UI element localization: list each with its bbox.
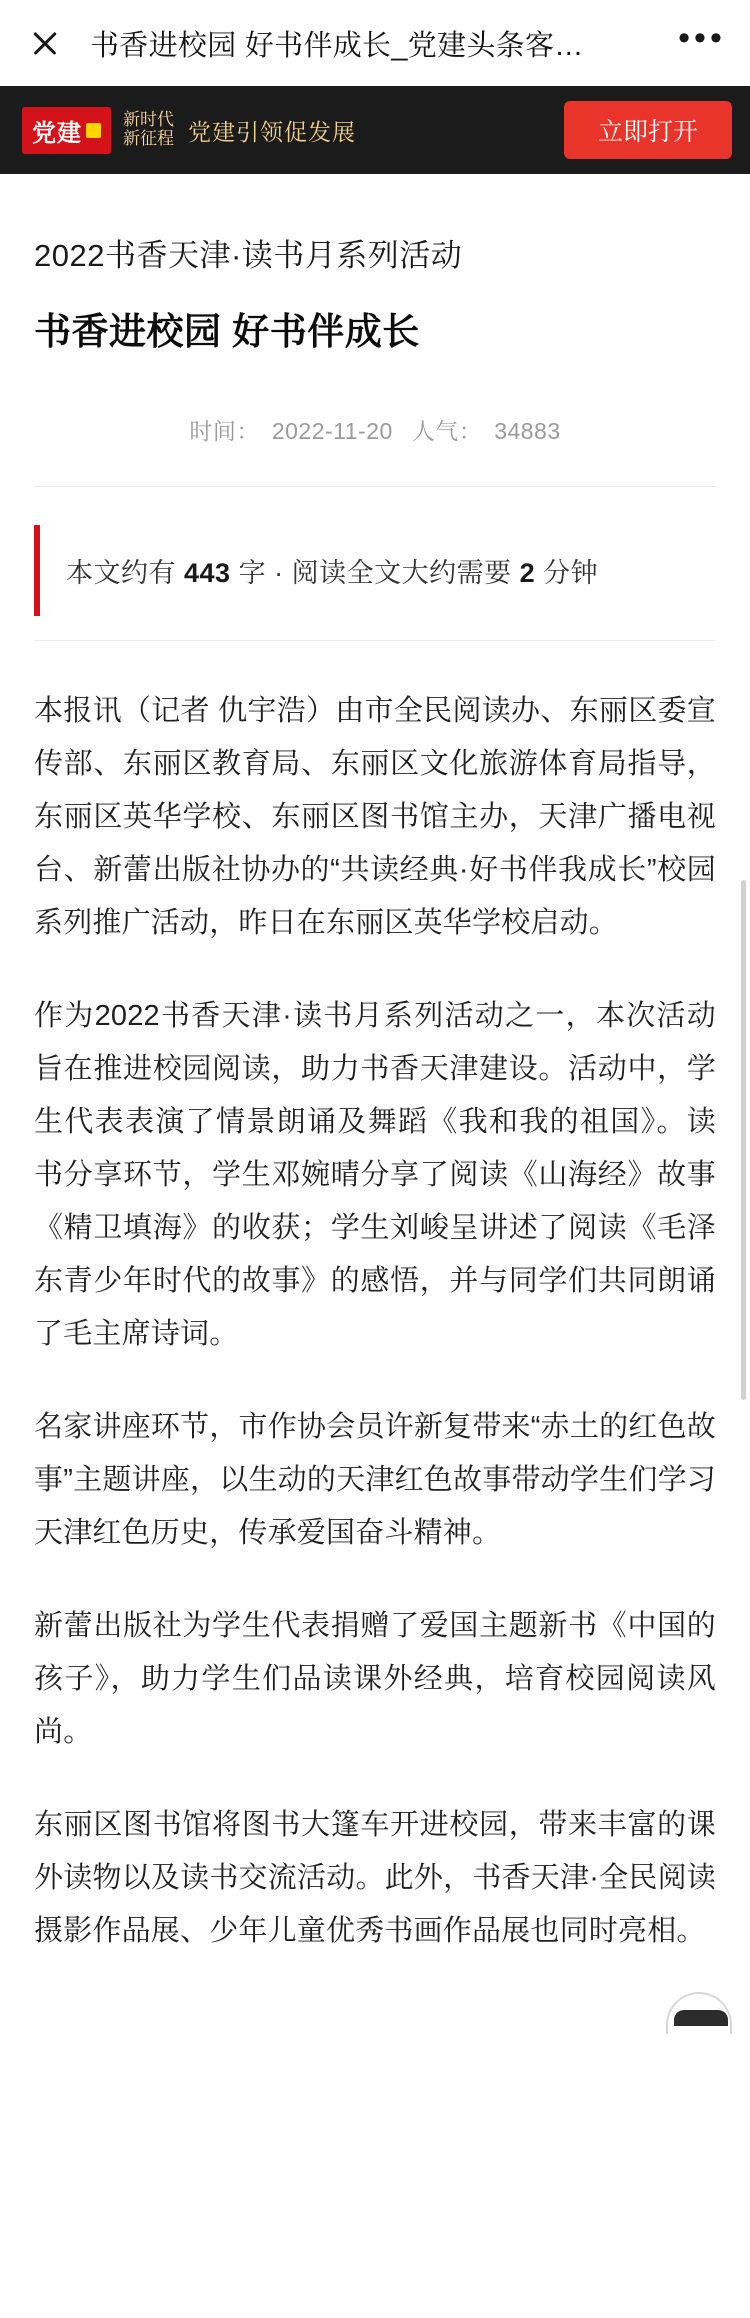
app-logo-subtitle	[123, 111, 174, 149]
reading-summary	[34, 525, 716, 616]
meta-divider	[34, 486, 716, 487]
app-logo-text: 党建	[32, 119, 82, 147]
meta-time-label: 时间：	[189, 418, 260, 444]
app-open-banner	[0, 86, 750, 174]
summary-prefix: 本文约有	[66, 558, 185, 588]
article-paragraph: 东丽区图书馆将图书大篷车开进校园，带来丰富的课外读物以及读书交流活动。此外，书香天津·全民阅读摄影作品展、少年儿童优秀书画作品展也同时亮相。	[34, 1809, 716, 1947]
app-logo-subtitle-line1: 新时代	[123, 110, 174, 130]
article-paragraph: 新蕾出版社为学生代表捐赠了爱国主题新书《中国的孩子》，助力学生们品读课外经典，培育校园阅读风尚。	[34, 1610, 716, 1748]
app-logo-subtitle-line2: 新征程	[123, 129, 174, 149]
app-logo	[22, 107, 111, 154]
top-navbar	[0, 0, 750, 86]
article-paragraph: 作为2022书香天津·读书月系列活动之一，本次活动旨在推进校园阅读，助力书香天津建设。活动中，学生代表表演了情景朗诵及舞蹈《我和我的祖国》。读书分享环节，学生邓婉晴分享了阅读《山海经》故事《精卫填海》的收获；学生刘峻呈讲述了阅读《毛泽东青少年时代的故事》的感悟，并与同学们共同朗诵了毛主席诗词。	[34, 1000, 716, 1350]
close-icon[interactable]	[22, 20, 68, 66]
app-logo-dot-icon	[86, 123, 101, 138]
meta-views-value: 34883	[494, 418, 561, 444]
summary-middle: 字 · 阅读全文大约需要	[230, 558, 520, 588]
page-title: 书香进校园 好书伴成长_党建头条客…	[90, 29, 584, 62]
meta-time-value: 2022-11-20	[271, 418, 393, 444]
more-dots-icon[interactable]: •••	[678, 19, 726, 57]
summary-suffix: 分钟	[535, 558, 599, 588]
article-paragraph: 名家讲座环节，市作协会员许新复带来“赤土的红色故事”主题讲座，以生动的天津红色故事带动学生们学习天津红色历史，传承爱国奋斗精神。	[34, 1411, 716, 1549]
vertical-scrollbar[interactable]	[741, 880, 746, 1400]
open-app-button[interactable]: 立即打开	[564, 101, 732, 159]
summary-divider	[34, 640, 716, 641]
article-meta	[34, 413, 716, 446]
article-container	[0, 230, 750, 1958]
article-paragraph: 本报讯（记者 仇宇浩）由市全民阅读办、东丽区委宣传部、东丽区教育局、东丽区文化旅游体育局指导，东丽区英华学校、东丽区图书馆主办，天津广播电视台、新蕾出版社协办的“共读经典·好书伴我成长”校园系列推广活动，昨日在东丽区英华学校启动。	[34, 695, 716, 939]
article-headline: 书香进校园 好书伴成长	[34, 311, 420, 352]
article-kicker: 2022书香天津·读书月系列活动	[34, 238, 463, 273]
summary-minutes: 2	[519, 558, 536, 588]
floating-marker-icon	[666, 1992, 732, 2034]
meta-views-label: 人气：	[411, 418, 483, 444]
summary-word-count: 443	[184, 558, 231, 588]
app-slogan: 党建引领促发展	[188, 119, 356, 146]
